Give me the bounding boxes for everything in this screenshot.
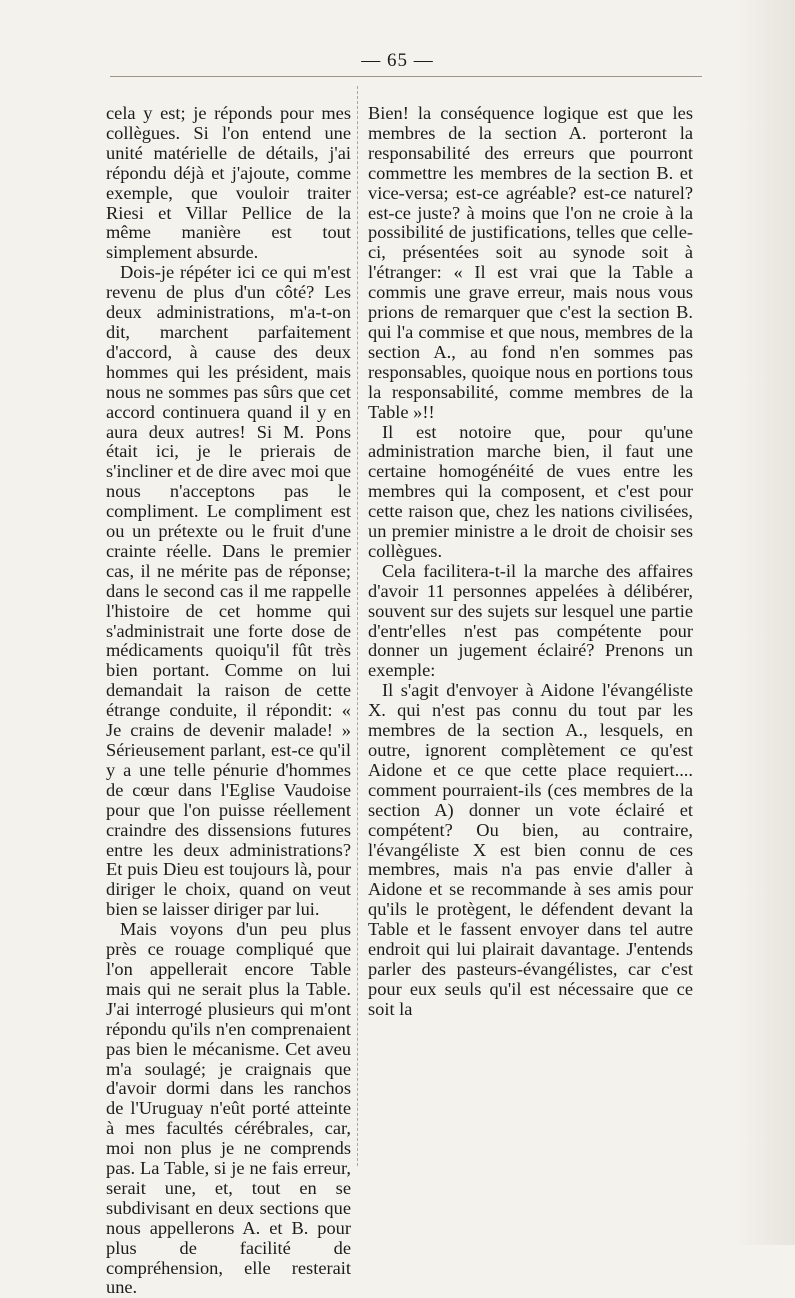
right-paragraph-2: Il est notoire que, pour qu'une administration marche bien, il faut une certaine homogénéité de vues entre les membres qui la composent, et c'est pour cette raison que, chez les nations civilisées, un premier ministre a le droit de choisir ses collègues. — [368, 421, 693, 561]
header-rule — [110, 76, 702, 77]
page-number: — 65 — — [361, 50, 434, 71]
left-column — [106, 104, 351, 1298]
right-paragraph-4: Il s'agit d'envoyer à Aidone l'évangéliste X. qui n'est pas connu du tout par les membres de la section A., lesquels, en outre, ignorent complètement ce qu'est Aidone et ce que cette place requiert.... comment pourraient-ils (ces membres de la section A) donner un vote éclairé et compétent? Ou bien, au contraire, l'évangéliste X est bien connu de ces membres, mais n'a pas envie d'aller à Aidone et se recommande à ses amis pour qu'ils le protègent, le défendent devant la Table et le fassent envoyer dans tel autre endroit qui lui plairait davantage. J'entends parler des pasteurs-évangélistes, car c'est pour eux seuls qu'il est nécessaire que ce soit la — [368, 680, 693, 1019]
left-paragraph-3: Mais voyons d'un peu plus près ce rouage compliqué que l'on appellerait encore Table mais qui ne serait plus la Table. J'ai interrogé plusieurs qui m'ont répondu qu'ils n'en comprenaient pas bien le mécanisme. Cet aveu m'a soulagé; je craignais que d'avoir dormi dans les ranchos de l'Uruguay n'eût porté atteinte à mes facultés cérébrales, car, moi non plus je ne comprends pas. La Table, si je ne fais erreur, serait une, et, tout en se subdivisant en deux sections que nous appellerons A. et B. pour plus de facilité de compréhension, elle resterait une. — [106, 919, 351, 1298]
left-paragraph-2: Dois-je répéter ici ce qui m'est revenu de plus d'un côté? Les deux administrations, m'a-t-on dit, marchent parfaitement d'accord, à cause des deux hommes qui les président, mais nous ne sommes pas sûrs que cet accord continuera quand il y en aura deux autres! Si M. Pons était ici, je le prierais de s'incliner et de dire avec moi que nous n'acceptons pas le compliment. Le compliment est ou un prétexte ou le fruit d'une crainte réelle. Dans le premier cas, il ne mérite pas de réponse; dans le second cas il me rappelle l'histoire de cet homme qui s'administrait une forte dose de médicaments quoiqu'il fût très bien portant. Comme on lui demandait la raison de cette étrange conduite, il répondit: « Je crains de devenir malade! » Sérieusement parlant, est-ce qu'il y a une telle pénurie d'hommes de cœur dans l'Eglise Vaudoise pour que l'on puisse réellement craindre des dissensions futures entre les deux administrations? Et puis Dieu est toujours là, pour diriger le choix, quand on veut bien se laisser diriger par lui. — [106, 262, 351, 920]
left-paragraph-1: cela y est; je réponds pour mes collègues. Si l'on entend une unité matérielle de détails, j'ai répondu déjà et j'ajoute, comme exemple, que vouloir traiter Riesi et Villar Pellice de la même manière est tout simplement absurde. — [106, 103, 351, 263]
page-edge-shading — [735, 0, 795, 1245]
right-paragraph-3: Cela facilitera-t-il la marche des affaires d'avoir 11 personnes appelées à délibérer, souvent sur des sujets sur lesquel une partie d'entr'elles n'est pas compétente pour donner un jugement éclairé? Prenons un exemple: — [368, 560, 693, 681]
right-paragraph-1: Bien! la conséquence logique est que les membres de la section A. porteront la responsabilité des erreurs que pourront commettre les membres de la section B. et vice-versa; est-ce agréable? est-ce naturel? est-ce juste? à moins que l'on ne croie à la possibilité de justifications, telles que celle-ci, présentées soit au synode soit à l'étranger: « Il est vrai que la Table a commis une grave erreur, mais nous vous prions de remarquer que c'est la section B. qui l'a commise et que nous, membres de la section A., au fond n'en sommes pas responsables, quoique nous en portions tous la responsabilité, comme membres de la Table »!! — [368, 103, 693, 422]
column-divider — [357, 86, 358, 1166]
right-column — [368, 104, 693, 1020]
